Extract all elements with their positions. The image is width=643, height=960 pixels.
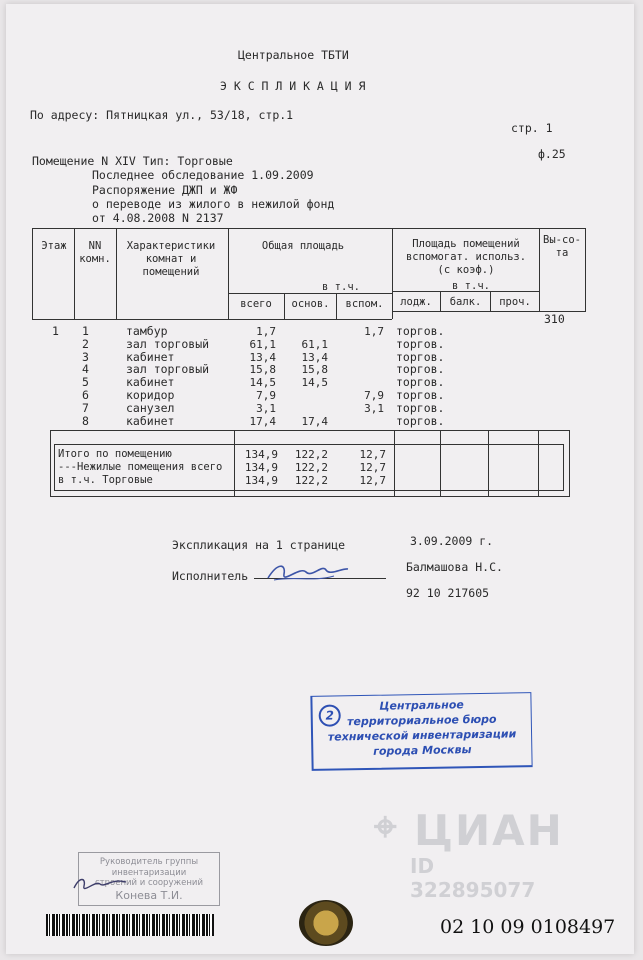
watermark-id: ID 322895077	[410, 854, 536, 902]
pages-note: Экспликация на 1 странице	[172, 538, 346, 552]
row-nn: 4	[82, 362, 89, 377]
row-use: торгов.	[396, 388, 445, 402]
row-nn: 3	[82, 349, 89, 364]
row-nn: 6	[82, 388, 89, 402]
row-nn: 1	[82, 324, 89, 338]
row-total: 1,7	[256, 325, 276, 338]
col-nn: NN комн.	[79, 240, 111, 266]
row-name: кабинет	[126, 349, 175, 364]
issue-date: 3.09.2009 г.	[410, 534, 494, 548]
row-use: торгов.	[396, 349, 445, 364]
order-line-3: от 4.08.2008 N 2137	[92, 211, 224, 225]
row-use: торгов.	[396, 336, 445, 351]
watermark-logo: ЦИАН	[414, 806, 564, 855]
total-aux: 12,7	[359, 461, 386, 474]
barcode-icon	[46, 914, 214, 936]
row-name: зал торговый	[126, 362, 210, 377]
row-total: 17,4	[249, 414, 276, 428]
order-line-2: о переводе из жилого в нежилой фонд	[92, 197, 335, 211]
row-use: торгов.	[396, 413, 445, 428]
row-name: кабинет	[126, 375, 175, 390]
grey-line-1: Руководитель группы	[99, 857, 199, 867]
stamp-line-3: технической инвентаризации	[327, 727, 517, 744]
row-name: санузел	[126, 400, 175, 415]
bti-stamp	[310, 692, 532, 771]
row-total: 3,1	[256, 401, 276, 415]
col-main: основ.	[291, 298, 330, 310]
row-use: торгов.	[396, 362, 445, 377]
col-total: всего	[240, 298, 272, 310]
total-total: 134,9	[244, 461, 278, 474]
row-nn: 7	[82, 400, 89, 415]
total-main: 122,2	[294, 448, 328, 461]
org-name: Центральное ТБТИ	[238, 48, 349, 62]
row-total: 15,8	[249, 363, 276, 377]
total-total: 134,9	[244, 448, 278, 461]
row-name: зал торговый	[126, 336, 210, 351]
seal-icon	[299, 900, 353, 946]
row-use: торгов.	[396, 400, 445, 415]
row-name: коридор	[126, 388, 175, 402]
row-use: торгов.	[396, 324, 445, 338]
row-aux: 7,9	[364, 389, 384, 402]
col-total-area: Общая площадь	[261, 240, 345, 252]
row-main: 15,8	[301, 363, 328, 377]
row-use: торгов.	[396, 375, 445, 390]
grey-line-2: инвентаризации	[111, 867, 187, 878]
col-aux: вспом.	[345, 298, 384, 310]
row-name: кабинет	[126, 413, 175, 428]
col-floor: Этаж	[41, 240, 67, 252]
total-total: 134,9	[244, 474, 278, 487]
total-main: 122,2	[294, 461, 328, 474]
floor-value: 1	[52, 324, 59, 338]
col-incl2: в т.ч.	[452, 280, 490, 292]
col-characteristics: Характеристики комнат и помещений	[126, 240, 216, 279]
col-lodge: лодж.	[400, 296, 432, 308]
form-number: ф.25	[538, 147, 566, 161]
document-number: 02 10 09 0108497	[440, 916, 616, 938]
row-nn: 2	[82, 336, 89, 351]
grey-line-3: строений и сооружений	[95, 878, 203, 889]
col-other: проч.	[499, 296, 531, 308]
col-aux-area: Площадь помещений вспомогат. использ. (с коэф.)	[405, 238, 527, 277]
total-aux: 12,7	[359, 448, 386, 461]
total-aux: 12,7	[359, 474, 386, 487]
document-page: Центральное ТБТИ Э К С П Л И К А Ц И Я По адресу: Пятницкая ул., 53/18, стр.1 стр. 1 Помещение N XIV Тип: Торговые ф.25 Последнее обследование 1.09.2009 Распоряжение ДЖП и ЖФ о переводе из жилого в нежилой фонд от 4.08.2008 N 2137 Этаж NN комн. Характеристики комнат и помещений Общая площадь в т.ч. всего основ. вспом. Площадь помещений вспомогат. использ. (с коэф.) в т.ч. лодж. балк. проч. Вы-со-та 1 310 1 тамбур 1,7 1,7 торгов. 2 зал торговый 61,1 61,1 торгов. 3 кабинет 13,4 13,4 торгов. 4 зал торговый 15,8 15,8 торгов. 5 кабинет 14,5 14,5 торгов. 6 коридор 7,9 7,9 торгов. 7 санузел 3,1 3,1 торгов. 8 кабинет 17,4 17,4 торгов. Итого по помещению 134,9 122,2 12,7 ---Нежилые помещения всего 134,9 122,2 12,7 в т.ч. Торговые 134,9 122,2 12,7 Экспликация на 1 странице 3.09.2009 г. Исполнитель Балмашова Н.С. 92 10 217605 2 Центральное территориальное бюро технической инвентаризации города Москвы ⌖ ЦИАН ID 322895077 Руководитель группы инвентаризации строений и сооружений Конева Т.И. 02 10 09 0108497	[6, 4, 634, 954]
address: По адресу: Пятницкая ул., 53/18, стр.1	[30, 108, 294, 122]
row-main: 17,4	[301, 414, 328, 428]
total-label: ---Нежилые помещения всего	[58, 461, 223, 473]
stamp-line-4: города Москвы	[373, 742, 472, 758]
code-number: 92 10 217605	[406, 586, 490, 600]
row-nn: 5	[82, 375, 89, 390]
stamp-line-1: Центральное	[379, 698, 464, 713]
row-total: 7,9	[256, 389, 276, 402]
signature-icon	[264, 560, 350, 586]
total-label: Итого по помещению	[58, 448, 172, 460]
row-total: 13,4	[249, 350, 276, 364]
premises-title: Помещение N XIV Тип: Торговые	[32, 154, 233, 168]
page-number: стр. 1	[511, 121, 553, 135]
row-main: 13,4	[301, 350, 328, 364]
col-balcony: балк.	[449, 296, 482, 308]
row-nn: 8	[82, 413, 89, 428]
order-line-1: Распоряжение ДЖП и ЖФ	[92, 183, 238, 197]
row-name: тамбур	[126, 324, 168, 338]
height-value: 310	[544, 312, 565, 326]
last-survey: Последнее обследование 1.09.2009	[92, 168, 314, 182]
row-total: 61,1	[249, 337, 276, 351]
row-main: 61,1	[301, 337, 328, 351]
col-height: Вы-со-та	[543, 234, 581, 260]
row-total: 14,5	[249, 376, 276, 390]
row-aux: 1,7	[364, 325, 384, 338]
supervisor-signature-icon	[70, 874, 130, 894]
executor-name: Балмашова Н.С.	[406, 560, 503, 574]
row-main: 14,5	[301, 376, 328, 390]
total-label: в т.ч. Торговые	[58, 474, 153, 486]
total-main: 122,2	[294, 474, 328, 487]
stamp-line-2: территориальное бюро	[346, 712, 497, 729]
stamp-number: 2	[319, 704, 341, 726]
row-aux: 3,1	[364, 401, 384, 415]
doc-title: Э К С П Л И К А Ц И Я	[220, 79, 366, 93]
executor-label: Исполнитель	[172, 569, 249, 583]
col-incl: в т.ч.	[322, 281, 360, 293]
grey-line-4: Конева Т.И.	[115, 888, 183, 902]
